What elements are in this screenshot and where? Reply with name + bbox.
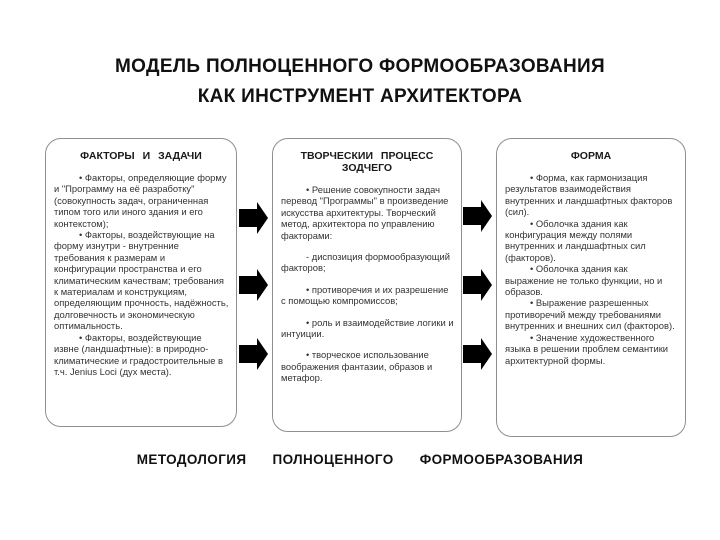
arrow-head [257,202,268,234]
form-box-body [497,167,685,366]
right-arrow-icon [463,269,492,301]
footer-word-1: МЕТОДОЛОГИЯ [136,452,247,467]
factors-bullet-2: • Факторы, воздействующие на форму изнутри - внутренние требования к размерам и конфигурации пространства и его климатическим качествам; требования к материалам и конструкциям, определяющим прочность, надёжность, долговечность и экономическую оптимальность. [54,229,229,332]
process-bullet-3: • противоречия и их разрешение с помощью компромиссов; [281,283,449,307]
process-bullet-1: • Решение совокупности задач перевод "Программы" в произведение искусства архитектуры. Творческий метод, архитектора по управлению факторами: [281,184,449,241]
right-arrow-icon [463,200,492,232]
form-bullet-2: • Оболочка здания как конфигурация между полями внутренних и ландшафтных сил (факторов). [505,217,646,263]
arrow-shaft [463,207,481,225]
right-arrow-icon [239,269,268,301]
footer-word-3: ФОРМООБРАЗОВАНИЯ [419,452,584,467]
form-bullet-3: • Оболочка здания как выражение не только функции, но и образов. [505,263,663,298]
arrow-shaft [239,345,257,363]
process-bullet-2: - диспозиция формообразующий факторов; [281,251,450,274]
factors-bullet-3: • Факторы, воздействующие извне (ландшафтные): в природно-климатические и градостроительные в т.ч. Jenius Loci (дух места). [54,331,224,377]
footer-word-2: ПОЛНОЦЕННОГО [272,452,394,467]
factors-box-title: ФАКТОРЫ И ЗАДАЧИ [80,150,202,162]
factors-box [45,138,237,427]
process-bullet-5: • творческое использование воображения фантазии, образов и метафор. [281,349,433,384]
process-bullet-4: • роль и взаимодействие логики и интуиции. [281,316,454,340]
arrow-shaft [239,209,257,227]
arrow-head [481,269,492,301]
footer-caption [0,452,720,467]
right-arrow-icon [463,338,492,370]
page-title-line1: МОДЕЛЬ ПОЛНОЦЕННОГО ФОРМООБРАЗОВАНИЯ [115,56,605,77]
right-arrow-icon [239,202,268,234]
form-bullet-4: • Выражение разрешенных противоречий между требованиями внутренних и внешних сил (факторов). [505,297,675,332]
factors-bullet-1: • Факторы, определяющие форму и "Программу на её разработку"(совокупность задач, ограниченная типом того или иного здания и его контекстом); [54,172,227,229]
arrow-shaft [239,276,257,294]
right-arrow-icon [239,338,268,370]
process-box [272,138,462,432]
arrow-head [481,200,492,232]
factors-box-body [46,167,236,377]
form-box [496,138,686,437]
arrow-shaft [463,276,481,294]
arrow-head [257,338,268,370]
arrow-shaft [463,345,481,363]
arrow-head [257,269,268,301]
page-title [0,52,720,112]
form-box-title: ФОРМА [570,150,612,162]
process-box-body [273,179,461,384]
page-title-line2: КАК ИНСТРУМЕНТ АРХИТЕКТОРА [197,86,523,107]
arrow-head [481,338,492,370]
form-bullet-5: • Значение художественного языка в решении проблем семантики архитектурной формы. [505,331,669,366]
form-bullet-1: • Форма, как гармонизация результатов взаимодействия внутренних и ландшафтных факторов (сил). [505,172,673,218]
process-box-title: ТВОРЧЕСКИИ ПРОЦЕСС ЗОДЧЕГО [300,150,434,174]
